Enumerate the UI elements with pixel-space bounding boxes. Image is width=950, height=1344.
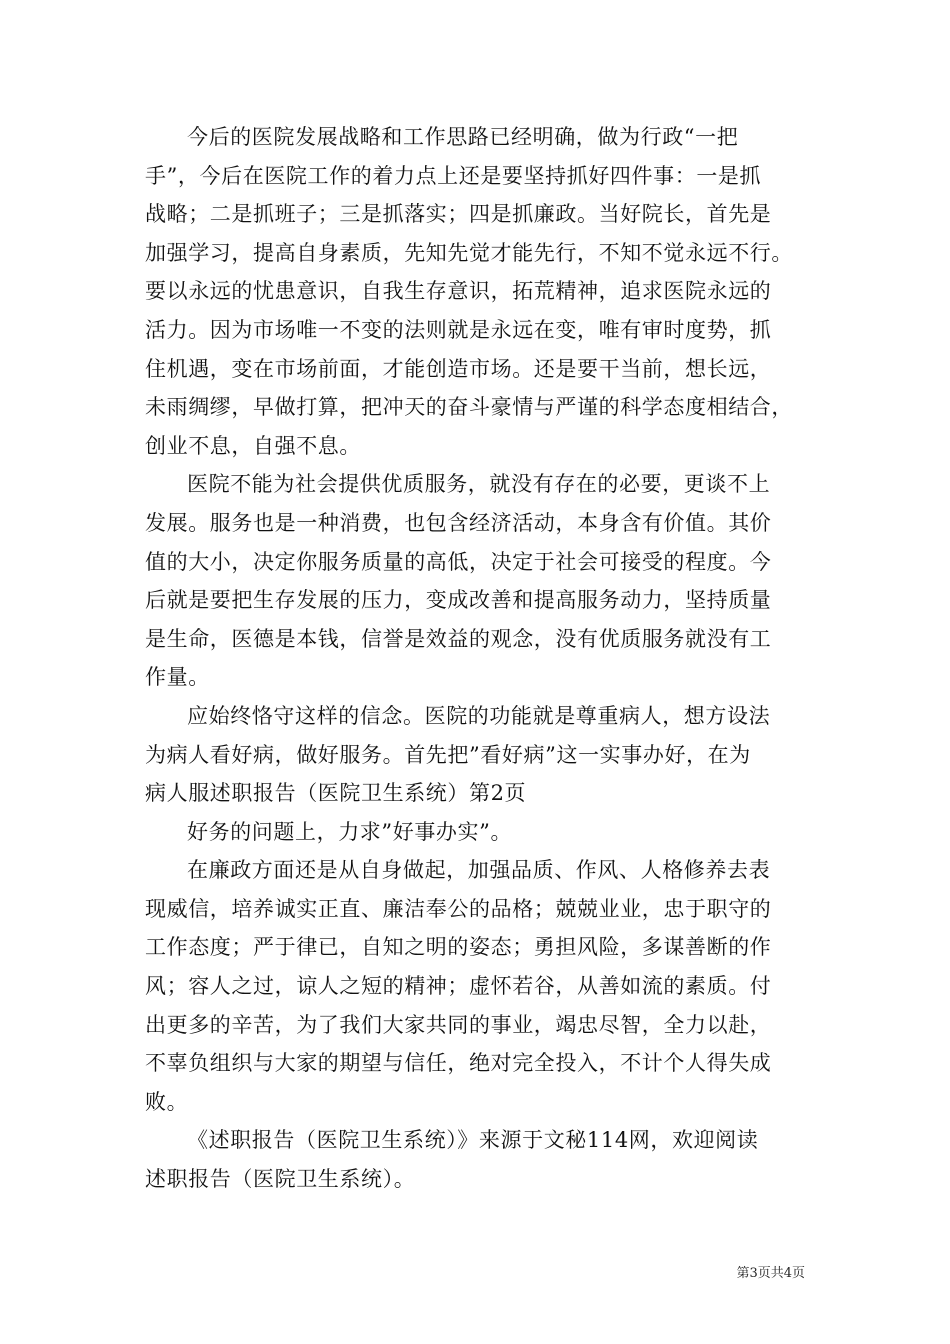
text-line: 创业不息，自强不息。	[145, 433, 361, 458]
text-line: 述职报告（医院卫生系统）。	[145, 1167, 416, 1192]
text-line: 病人服述职报告（医院卫生系统）第2页	[145, 781, 527, 806]
text-line: 败。	[145, 1089, 189, 1114]
text-line: 是生命，医德是本钱，信誉是效益的观念，没有优质服务就没有工	[145, 626, 772, 651]
text-line: 在廉政方面还是从自身做起，加强品质、作风、人格修养去表	[187, 858, 771, 883]
body-text	[145, 118, 825, 1199]
text-line: 活力。因为市场唯一不变的法则就是永远在变，唯有审时度势，抓	[145, 317, 772, 342]
page-number: 第3页共4页	[736, 1266, 805, 1281]
text-line: 为病人看好病，做好服务。首先把”看好病”这一实事办好，在为	[145, 742, 751, 767]
text-line: 工作态度；严于律已，自知之明的姿态；勇担风险，多谋善断的作	[145, 935, 772, 960]
text-line: 后就是要把生存发展的压力，变成改善和提高服务动力，坚持质量	[145, 588, 772, 613]
text-line: 要以永远的忧患意识，自我生存意识，拓荒精神，追求医院永远的	[145, 279, 772, 304]
text-line: 战略；二是抓班子；三是抓落实；四是抓廉政。当好院长，首先是	[145, 202, 772, 227]
text-line: 《述职报告（医院卫生系统）》来源于文秘114网，欢迎阅读	[187, 1128, 759, 1153]
text-line: 发展。服务也是一种消费，也包含经济活动，本身含有价值。其价	[145, 510, 772, 535]
text-line: 今后的医院发展战略和工作思路已经明确，做为行政“一把	[187, 125, 739, 149]
text-line: 现威信，培养诚实正直、廉洁奉公的品格；兢兢业业，忠于职守的	[145, 896, 772, 921]
text-line: 不辜负组织与大家的期望与信任，绝对完全投入，不计个人得失成	[145, 1051, 772, 1076]
text-line: 好务的问题上，力求”好事办实”。	[187, 819, 513, 844]
text-line: 未雨绸缪，早做打算，把冲天的奋斗豪情与严谨的科学态度相结合，	[145, 395, 793, 420]
text-line: 出更多的辛苦，为了我们大家共同的事业，竭忠尽智，全力以赴，	[145, 1012, 772, 1037]
text-line: 应始终恪守这样的信念。医院的功能就是尊重病人，想方设法	[187, 703, 771, 728]
text-line: 加强学习，提高自身素质，先知先觉才能先行，不知不觉永远不行。	[145, 240, 793, 265]
text-line: 住机遇，变在市场前面，才能创造市场。还是要干当前，想长远，	[145, 356, 772, 381]
text-line: 作量。	[145, 665, 210, 690]
text-line: 值的大小，决定你服务质量的高低，决定于社会可接受的程度。今	[145, 549, 772, 574]
text-line: 手”，今后在医院工作的着力点上还是要坚持抓好四件事：一是抓	[145, 163, 762, 188]
text-line: 医院不能为社会提供优质服务，就没有存在的必要，更谈不上	[187, 472, 771, 497]
text-line: 风；容人之过，谅人之短的精神；虚怀若谷，从善如流的素质。付	[145, 974, 772, 999]
